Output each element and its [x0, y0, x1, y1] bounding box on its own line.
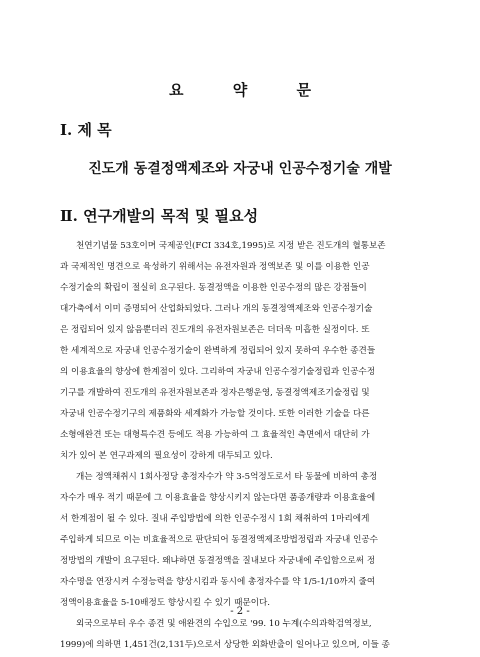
page-number: - 2 -: [230, 606, 250, 617]
body-line: 수정기술의 확립이 절실히 요구된다. 동결정액을 이용한 인공수정의 많은 강점들이: [60, 283, 367, 293]
body-line: 소형애완견 또는 대형특수견 등에도 적용 가능하여 그 효율적인 측면에서 대단히 가: [60, 430, 370, 440]
body-line: 외국으로부터 우수 종견 및 애완견의 수입으로 '99. 10 누계(수의과학검역정보,: [76, 619, 372, 629]
body-line: 한 세계적으로 자궁내 인공수정기술이 완벽하게 정립되어 있지 못하여 우수한 종견들: [60, 346, 376, 356]
project-title: 진도개 동결정액제조와 자궁내 인공수정기술 개발: [88, 161, 392, 177]
section-heading-title: Ⅰ. 제 목: [60, 121, 112, 139]
body-line: 천연기념물 53호이며 국제공인(FCI 334호,1995)로 지정 받은 진도개의 혈통보존: [76, 241, 386, 251]
body-line: 1999)에 의하면 1,451건(2,131두)으로서 상당한 외화반출이 일어나고 있으며, 이들 종: [60, 640, 390, 650]
body-line: 대가축에서 이미 증명되어 산업화되었다. 그러나 개의 동결정액제조와 인공수정기술: [60, 304, 373, 314]
body-line: 자수가 매우 적기 때문에 그 이용효율을 향상시키지 않는다면 품종개량과 이용효율에: [60, 493, 376, 503]
body-line: 서 한계점이 될 수 있다. 질내 주입방법에 의한 인공수정시 1회 채취하여 1마리에게: [60, 514, 370, 524]
body-line: 자수명을 연장시켜 수정능력을 향상시킴과 동시에 총정자수를 약 1/5-1/10까지 줄여: [60, 577, 376, 587]
body-line: 자궁내 인공수정기구의 제품화와 세계화가 가능할 것이다. 또한 이러한 기술을 다른: [60, 409, 370, 419]
body-text: [60, 236, 428, 656]
body-line: 치가 있어 본 연구과제의 필요성이 강하게 대두되고 있다.: [60, 451, 273, 461]
body-line: 은 정립되어 있지 않음뿐더러 진도개의 유전자원보존은 더더욱 미흡한 실정이다. 또: [60, 325, 370, 335]
body-line: 주입하게 되므로 이는 비효율적으로 판단되어 동결정액제조방법정립과 자궁내 인공수: [60, 535, 378, 545]
section-heading-purpose: Ⅱ. 연구개발의 목적 및 필요성: [60, 207, 259, 225]
body-line: 기구를 개발하여 진도개의 유전자원보존과 정자은행운영, 동결정액제조기술정립 및: [60, 388, 370, 398]
summary-title: 요 약 문: [169, 81, 333, 99]
body-line: 과 국제적인 명견으로 육성하기 위해서는 유전자원과 정액보존 및 이를 이용한 인공: [60, 262, 370, 272]
body-line: 의 이용효율의 향상에 한계점이 있다. 그리하여 자궁내 인공수정기술정립과 인공수정: [60, 367, 376, 377]
body-line: 개는 정액채취시 1회사정당 총정자수가 약 3-5억정도로서 타 동물에 비하여 총정: [76, 472, 378, 482]
body-line: 정액이용효율을 5-10배정도 향상시킬 수 있기 때문이다.: [60, 598, 271, 608]
body-line: 정방법의 개발이 요구된다. 왜냐하면 동결정액을 질내보다 자궁내에 주입함으로써 정: [60, 556, 376, 566]
